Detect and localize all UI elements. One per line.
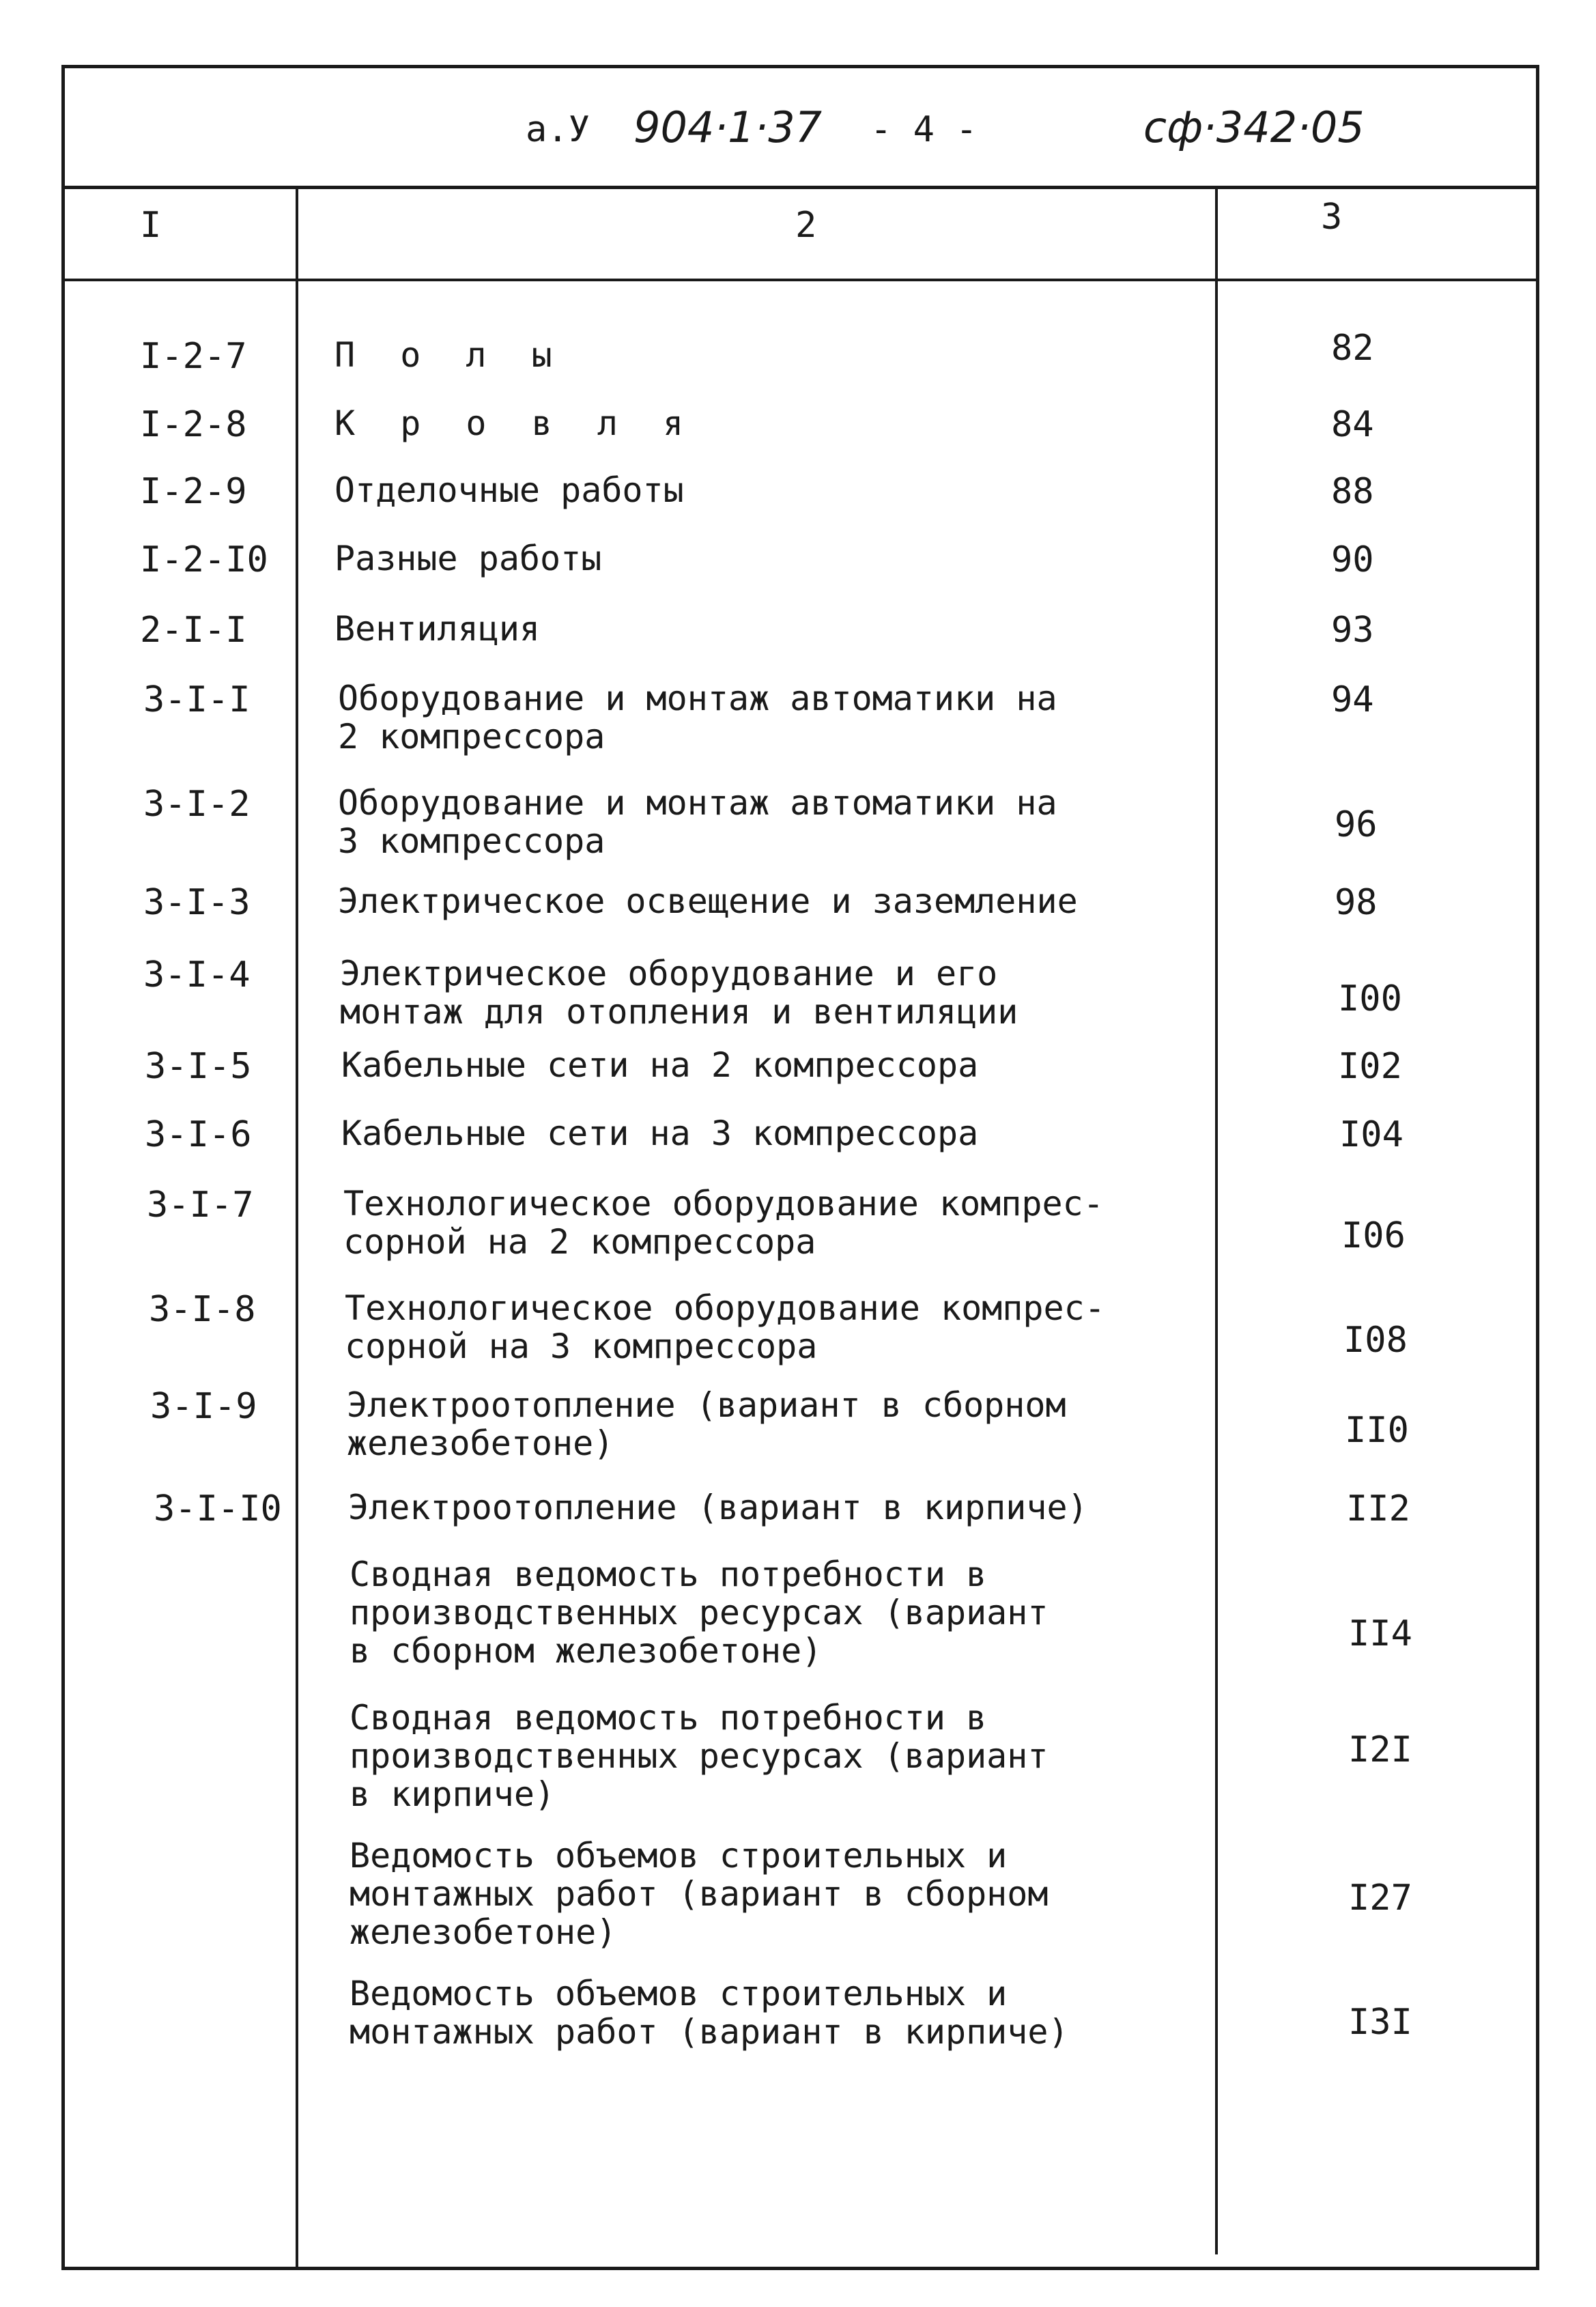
row-number: 3-I-2 — [143, 784, 251, 825]
row-number: 2-I-I — [140, 610, 247, 651]
row-page: I06 — [1341, 1215, 1406, 1256]
document-header — [61, 102, 1539, 171]
row-title: Электроотопление (вариант в сборном железобетоне) — [347, 1385, 1066, 1463]
row-title: Ведомость объемов строительных и монтажных работ (вариант в кирпиче) — [350, 1974, 1069, 2052]
row-number: 3-I-7 — [147, 1185, 254, 1226]
row-number: 3-I-I0 — [154, 1488, 282, 1529]
column-header-2: 2 — [795, 205, 817, 246]
sheet-code: сф·342·05 — [1143, 102, 1365, 152]
column-header-divider — [61, 279, 1539, 281]
row-page: I00 — [1338, 978, 1402, 1019]
row-page: 88 — [1331, 471, 1374, 512]
row-page: 90 — [1331, 539, 1374, 580]
row-number: I-2-9 — [140, 471, 247, 512]
row-number: I-2-I0 — [140, 539, 268, 580]
row-number: 3-I-8 — [149, 1289, 256, 1330]
row-title: Вентиляция — [334, 609, 541, 649]
row-page: 93 — [1331, 610, 1374, 651]
row-number: 3-I-9 — [150, 1386, 257, 1427]
row-title: Разные работы — [334, 539, 602, 578]
page-number: - 4 - — [870, 109, 978, 150]
row-title: Кабельные сети на 3 компрессора — [341, 1114, 979, 1153]
row-number: I-2-8 — [140, 404, 247, 445]
row-page: I04 — [1339, 1114, 1403, 1155]
row-page: II2 — [1346, 1488, 1410, 1529]
row-page: II0 — [1345, 1410, 1409, 1451]
column-divider-1 — [296, 186, 298, 2270]
row-title: Кабельные сети на 2 компрессора — [341, 1045, 979, 1085]
row-title: Технологическое оборудование компрес- сорной на 2 компрессора — [343, 1184, 1104, 1262]
row-title: Электрическое освещение и заземление — [338, 881, 1078, 921]
column-header-3: 3 — [1321, 197, 1343, 238]
row-page: I2I — [1348, 1729, 1412, 1770]
row-number: I-2-7 — [140, 336, 247, 377]
row-title: Ведомость объемов строительных и монтажных работ (вариант в сборном железобетоне) — [350, 1836, 1049, 1952]
row-page: I02 — [1338, 1046, 1402, 1087]
column-header-1: I — [140, 205, 162, 246]
row-number: 3-I-I — [143, 679, 251, 720]
row-number: 3-I-6 — [145, 1114, 252, 1155]
row-page: I08 — [1343, 1320, 1408, 1361]
row-page: 98 — [1335, 882, 1378, 923]
row-title: Сводная ведомость потребности в производственных ресурсах (вариант в сборном железобетоне) — [350, 1555, 1049, 1671]
row-title: Электрическое оборудование и его монтаж для отопления и вентиляции — [340, 954, 1018, 1032]
row-page: I3I — [1348, 2002, 1412, 2043]
row-title: Сводная ведомость потребности в производственных ресурсах (вариант в кирпиче) — [350, 1698, 1049, 1814]
row-title: Отделочные работы — [334, 470, 684, 510]
row-title: К р о в л я — [334, 404, 696, 443]
row-number: 3-I-3 — [143, 882, 251, 923]
row-title: П о л ы — [334, 335, 565, 375]
code-prefix: а.У — [526, 109, 590, 150]
row-page: 96 — [1335, 804, 1378, 845]
row-page: 82 — [1331, 328, 1374, 369]
row-title: Электроотопление (вариант в кирпиче) — [348, 1488, 1088, 1527]
header-divider — [61, 186, 1539, 189]
row-page: II4 — [1348, 1613, 1412, 1654]
row-title: Оборудование и монтаж автоматики на 2 компрессора — [338, 679, 1057, 756]
row-title: Технологическое оборудование компрес- сорной на 3 компрессора — [345, 1288, 1105, 1366]
row-number: 3-I-5 — [145, 1046, 252, 1087]
row-title: Оборудование и монтаж автоматики на 3 компрессора — [338, 783, 1057, 861]
project-code: 904·1·37 — [633, 102, 823, 152]
row-number: 3-I-4 — [143, 954, 251, 995]
row-page: 94 — [1331, 679, 1374, 720]
row-page: I27 — [1348, 1878, 1412, 1919]
row-page: 84 — [1331, 404, 1374, 445]
